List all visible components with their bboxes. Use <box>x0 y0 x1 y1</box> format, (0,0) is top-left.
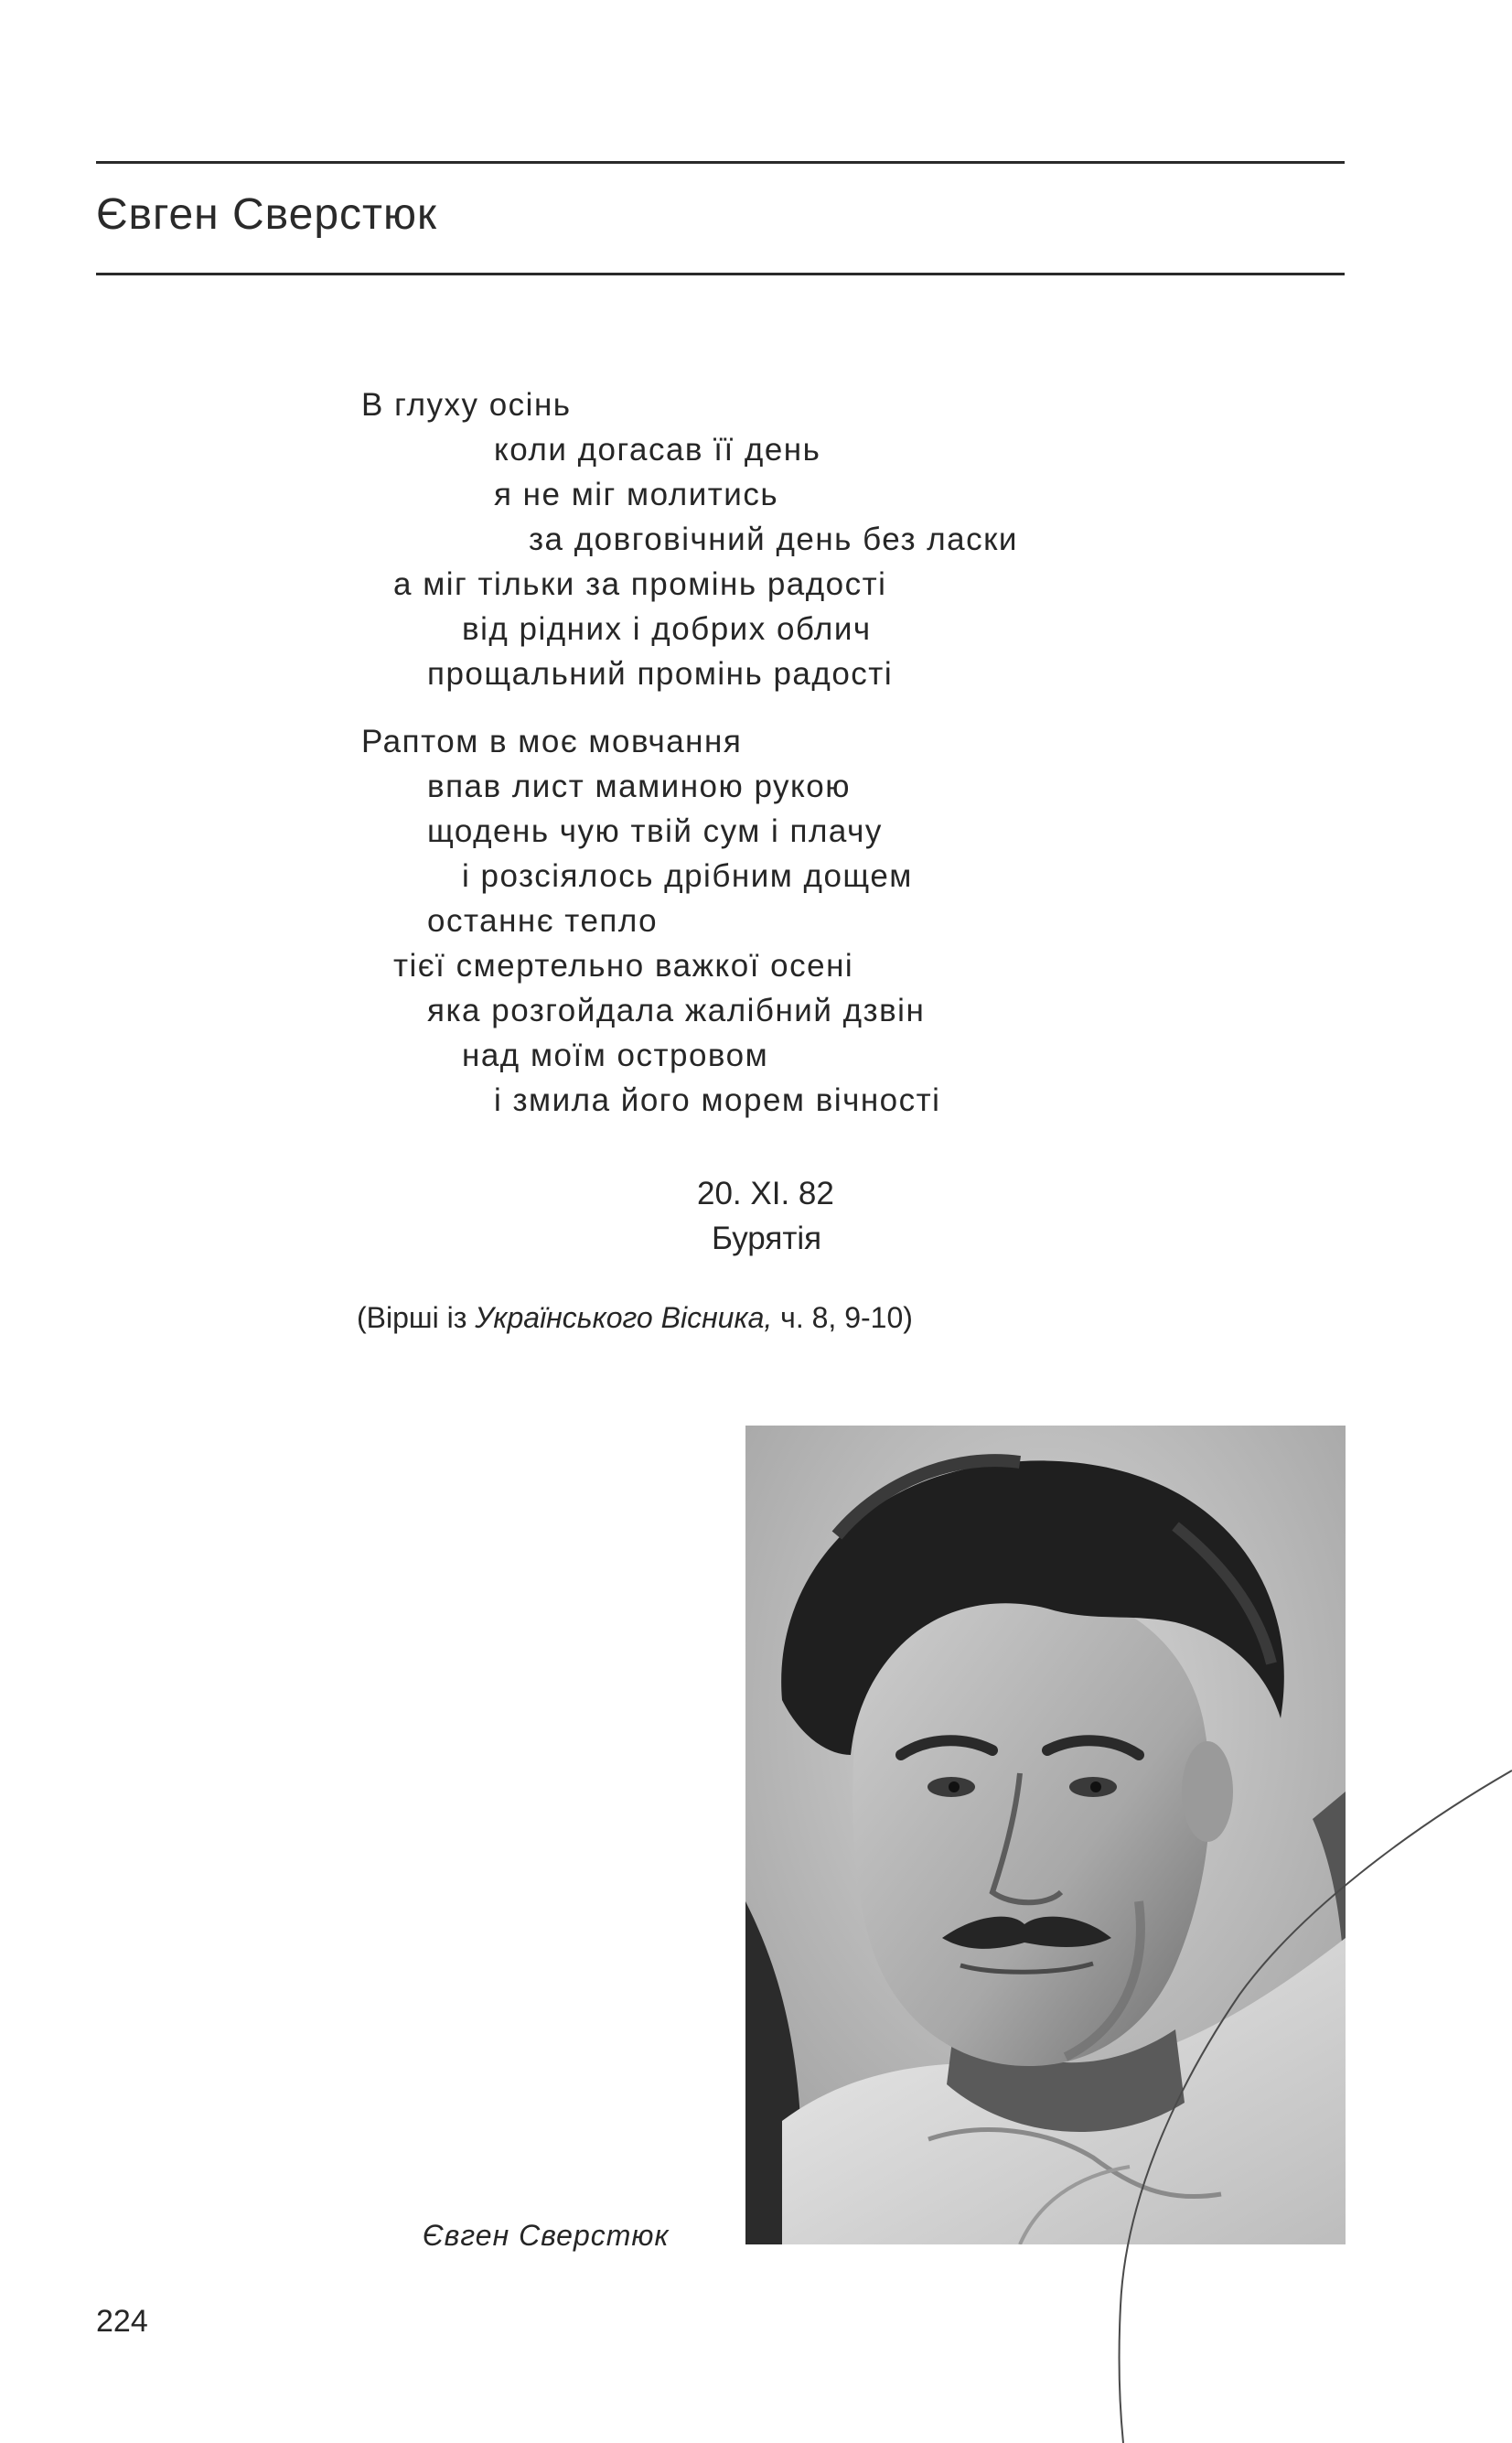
poem-line: впав лист маминою рукою <box>427 769 851 804</box>
poem-line: я не міг молитись <box>494 477 779 512</box>
source-suffix: ч. 8, 9-10) <box>772 1301 913 1334</box>
poem-line: щодень чую твій сум і плачу <box>427 813 883 849</box>
page-header-author: Євген Сверстюк <box>96 190 437 239</box>
poem-line: останнє тепло <box>427 903 659 939</box>
photo-caption: Євген Сверстюк <box>423 2219 670 2252</box>
page-number: 224 <box>96 2304 148 2339</box>
source-title: Українського Вісника, <box>475 1301 773 1334</box>
poem-line: яка розгойдала жалібний дзвін <box>427 993 926 1028</box>
poem-line: над моїм островом <box>462 1038 769 1073</box>
poem-line: прощальний промінь радості <box>427 656 894 692</box>
poem-line: від рідних і добрих облич <box>462 611 872 647</box>
poem-line: а міг тільки за промінь радості <box>393 566 887 602</box>
source-note <box>357 1299 913 1336</box>
poem-place: Бурятія <box>712 1221 822 1256</box>
source-prefix: (Вірші із <box>357 1301 476 1334</box>
header-rule-bottom <box>96 273 1345 275</box>
poem-date: 20. XI. 82 <box>697 1176 834 1211</box>
poem-line: і змила його морем вічності <box>494 1082 941 1118</box>
poem-line: Раптом в моє мовчання <box>361 724 743 759</box>
poem-line: тієї смертельно важкої осені <box>393 948 854 984</box>
poem-line: коли догасав її день <box>494 432 821 468</box>
poem-line: за довговічний день без ласки <box>529 522 1018 557</box>
header-rule-top <box>96 161 1345 164</box>
poem-line: і розсіялось дрібним дощем <box>462 858 913 894</box>
author-photo <box>745 1426 1346 2244</box>
poem-line: В глуху осінь <box>361 387 572 423</box>
